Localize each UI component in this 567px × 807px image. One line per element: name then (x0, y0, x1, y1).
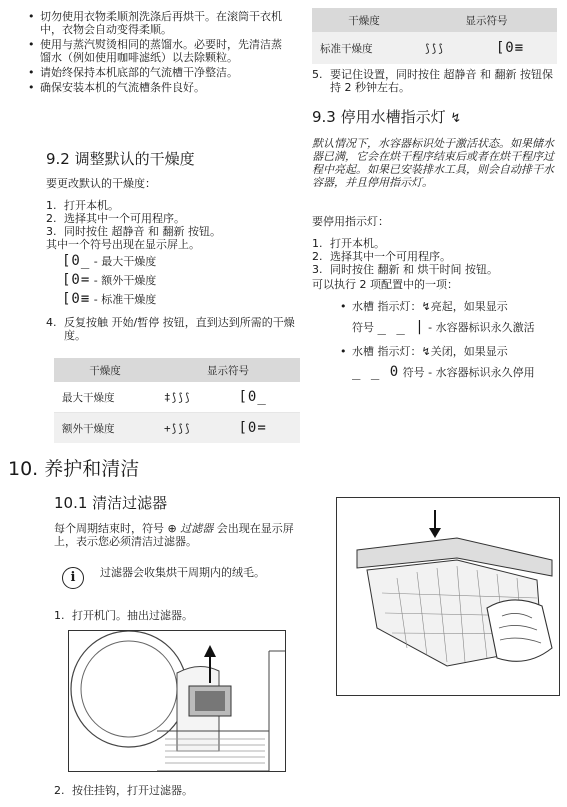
step-5 (312, 68, 557, 94)
display-code: [0_ (62, 253, 91, 269)
tip-item: • 切勿使用衣物柔顺剂洗涤后再烘干。在滚筒干衣机中，衣物会自动变得柔顺。 (24, 10, 292, 36)
step-item: 5. 要记住设置，同时按住 超静音 和 翻新 按钮保持 2 秒钟左右。 (312, 68, 553, 94)
tip-item: • 确保安装本机的气流槽条件良好。 (24, 81, 292, 94)
table-cell: 最大干燥度 (54, 382, 156, 413)
options-list (336, 297, 556, 383)
display-code: [0≡ (62, 291, 91, 307)
steps-9-3 (312, 237, 557, 276)
step-1 (54, 609, 304, 622)
dryness-table-left (54, 358, 300, 443)
section-9-3-title: 9.3 停用水槽指示灯 ↯ (312, 108, 462, 126)
water-tank-icon: ↯ (450, 111, 462, 126)
tip-item: • 使用与蒸汽熨烫相同的蒸馏水。必要时，先清洁蒸馏水（例如使用咖啡滤纸）以去除颗粒。 (24, 38, 292, 64)
steps-9-2 (46, 199, 296, 238)
step-item: 2. 选择其中一个可用程序。 (312, 250, 451, 263)
step-item: 1. 打开机门。抽出过滤器。 (54, 609, 193, 622)
steam-icon: ⟆⟆⟆ (424, 42, 444, 55)
display-code: [0= (62, 272, 91, 288)
water-tank-icon: ↯ (421, 345, 431, 358)
step-item: 2. 选择其中一个可用程序。 (46, 212, 185, 225)
table-header: 干燥度 (54, 358, 156, 382)
table-header: 显示符号 (416, 8, 557, 32)
tip-item: • 请始终保持本机底部的气流槽干净整洁。 (24, 66, 292, 79)
option-item: • 水槽 指示灯：↯亮起，如果显示 符号 _ _ | - 水容器标识永久激活 (336, 297, 556, 338)
dryer-door-drawing (69, 631, 285, 771)
step-item: 1. 打开本机。 (312, 237, 385, 250)
symbol-line: 其中一个符号出现在显示屏上。 (46, 238, 200, 251)
steam-icon: +⟆⟆⟆ (164, 422, 191, 435)
option-line: 可以执行 2 项配置中的一项： (312, 278, 458, 291)
step-4 (46, 316, 298, 342)
step-2 (54, 784, 304, 797)
section-9-2-title: 9.2 调整默认的干燥度 (46, 150, 195, 168)
info-text: 过滤器会收集烘干周期内的绒毛。 (100, 566, 265, 579)
tips-list (24, 10, 292, 94)
step-item: 2. 按住挂钩，打开过滤器。 (54, 784, 193, 797)
section-9-2-intro: 要更改默认的干燥度： (46, 177, 156, 190)
table-cell: 标准干燥度 (312, 32, 416, 64)
table-cell: 额外干燥度 (54, 413, 156, 444)
symbol-list: [0_ - 最大干燥度 [0= - 额外干燥度 [0≡ - 标准干燥度 (62, 253, 157, 307)
step-item: 3. 同时按住 翻新 和 烘干时间 按钮。 (312, 263, 498, 276)
filter-icon: ⊕ (167, 522, 177, 535)
section-10-1-intro: 每个周期结束时，符号 ⊕ 过滤器 会出现在显示屏上，表示您必须清洁过滤器。 (54, 522, 294, 548)
water-tank-icon: ↯ (421, 300, 431, 313)
info-icon: i (62, 567, 84, 589)
step-item: 3. 同时按住 超静音 和 翻新 按钮。 (46, 225, 221, 238)
step-item: 1. 打开本机。 (46, 199, 119, 212)
section-10-1-title: 10.1 清洁过滤器 (54, 494, 168, 512)
dryness-table-right (312, 8, 557, 64)
table-header: 显示符号 (156, 358, 300, 382)
display-code: [0≡ (495, 40, 525, 56)
option-item: • 水槽 指示灯：↯关闭，如果显示 _ _ 0 符号 - 水容器标识永久停用 (336, 342, 556, 383)
step-item: 4. 反复按触 开始/暂停 按钮，直到达到所需的干燥度。 (46, 316, 295, 342)
filter-open-illustration (336, 497, 560, 696)
filter-open-drawing (337, 498, 559, 695)
display-code: _ _ | (377, 319, 425, 335)
section-10-title: 10. 养护和清洁 (8, 458, 140, 480)
table-header: 干燥度 (312, 8, 416, 32)
steam-icon: ‡⟆⟆⟆ (164, 391, 191, 404)
display-code: [0= (238, 420, 267, 436)
filter-removal-illustration (68, 630, 286, 772)
display-code: _ _ 0 (352, 364, 400, 380)
section-9-3-note: 默认情况下，水容器标识处于激活状态。如果储水器已满，它会在烘干程序结束后或者在烘干程序过程中亮起。如果已安装排水工具，则会自动排干水容器，并且停用指示灯。 (312, 137, 554, 189)
display-code: [0_ (238, 389, 267, 405)
section-9-3-intro: 要停用指示灯： (312, 215, 389, 228)
